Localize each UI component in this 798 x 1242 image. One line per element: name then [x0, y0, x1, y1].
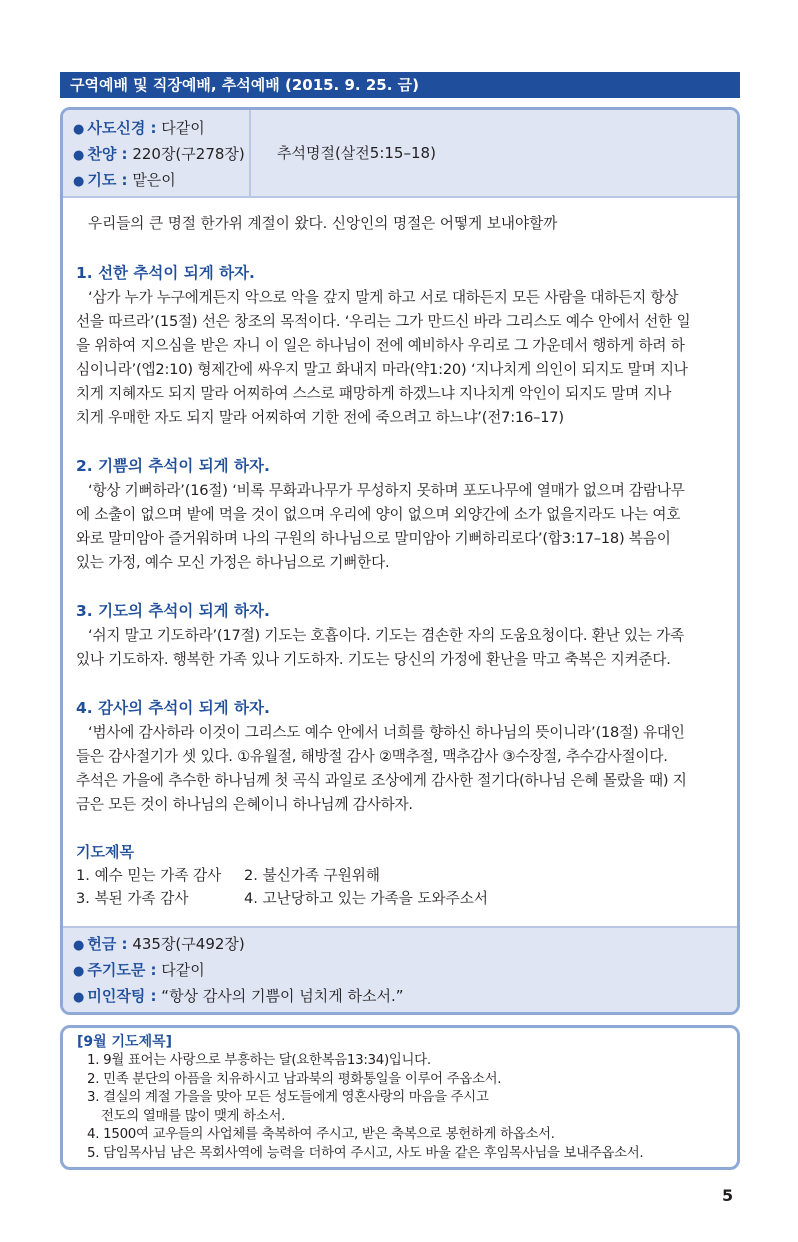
list-item: 2. 민족 분단의 아픔을 치유하시고 남과북의 평화통일을 이루어 주옵소서.: [87, 1071, 502, 1087]
list-item: 3. 결실의 계절 가을을 맞아 모든 성도들에게 영혼사랑의 마음을 주시고: [87, 1090, 489, 1105]
order-item-creed: ● 사도신경 : 다같이: [73, 119, 205, 137]
order-top-panel: [63, 110, 737, 198]
sermon-body: [63, 198, 737, 910]
section-paragraph-4: ‘범사에 감사하라 이것이 그리스도 예수 안에서 너희를 향하신 하나님의 뜻이니라’(18절) 유대인 들은 감사절기가 셋 있다. ①유월절, 해방절 감사 ②맥추절, 맥추감사 ③수장절, 추수감사절이다. 추석은 가을에 추수한 하나님께 첫 곡식 과일로 조상에게 감사한 절기다(하나님 은혜 몰랐을 때) 지 금은 모든 것이 하나님의 은혜이니 하나님께 감사하자.: [76, 724, 687, 813]
page-number: 5: [722, 1186, 734, 1205]
worship-order-box: [60, 107, 740, 1015]
bullet-icon: ●: [73, 964, 85, 979]
september-prayer-box: [60, 1025, 740, 1170]
order-item-prayer: ● 기도 : 맡은이: [73, 171, 176, 189]
bullet-icon: ●: [73, 174, 85, 189]
section-heading-1: 1. 선한 추석이 되게 하자.: [76, 264, 255, 282]
bullet-icon: ●: [73, 148, 85, 163]
order-item-lords-prayer: ● 주기도문 : 다같이: [73, 961, 205, 979]
list-item-continuation: 전도의 열매를 많이 맺게 하소서.: [101, 1108, 286, 1124]
order-item-blessing: ● 미인작팅 : “항상 감사의 기쁨이 넘치게 하소서.”: [73, 987, 404, 1005]
prayer-row: 1. 예수 믿는 가족 감사 2. 불신가족 구원위해: [76, 867, 380, 884]
prayer-list-title: 기도제목: [76, 843, 134, 861]
september-prayer-title: [9월 기도제목]: [77, 1034, 173, 1050]
list-item: 5. 담임목사님 남은 목회사역에 능력을 더하여 주시고, 사도 바울 같은 후임목사님을 보내주옵소서.: [87, 1145, 644, 1161]
order-item-offering: ● 헌금 : 435장(구492장): [73, 935, 245, 953]
section-heading-4: 4. 감사의 추석이 되게 하자.: [76, 699, 270, 717]
section-heading-3: 3. 기도의 추석이 되게 하자.: [76, 602, 270, 620]
section-paragraph-2: ‘항상 기뻐하라’(16절) ‘비록 무화과나무가 무성하지 못하며 포도나무에 열매가 없으며 감람나무 에 소출이 없으며 밭에 먹을 것이 없으며 우리에 양이 없으며 외양간에 소가 없을지라도 나는 여호 와로 말미암아 즐거워하며 나의 구원의 하나님으로 말미암아 기뻐하리로다’(합3:17–18) 복음이 있는 가정, 예수 모신 가정은 하나님으로 기뻐한다.: [76, 482, 685, 571]
bullet-icon: ●: [73, 938, 85, 953]
bullet-icon: ●: [73, 990, 85, 1005]
list-item: 1. 9월 표어는 사랑으로 부흥하는 달(요한복음13:34)입니다.: [87, 1053, 431, 1068]
prayer-row: 3. 복된 가족 감사 4. 고난당하고 있는 가족을 도와주소서: [76, 890, 488, 907]
order-list: [63, 110, 251, 196]
sermon-intro: 우리들의 큰 명절 한가위 계절이 왔다. 신앙인의 명절은 어떻게 보내야할까: [88, 215, 558, 232]
bullet-icon: ●: [73, 122, 85, 137]
scripture-reference: 추석명절(살전5:15–18): [277, 144, 436, 162]
section-paragraph-3: ‘쉬지 말고 기도하라’(17절) 기도는 호흡이다. 기도는 겸손한 자의 도움요청이다. 환난 있는 가족 있나 기도하자. 행복한 가족 있나 기도하자. 기도는 당신의 가정에 환난을 막고 축복은 지켜준다.: [76, 627, 685, 668]
order-item-hymn: ● 찬양 : 220장(구278장): [73, 145, 245, 163]
list-item: 4. 1500여 교우들의 사업체를 축복하여 주시고, 받은 축복으로 봉헌하게 하옵소서.: [87, 1127, 555, 1142]
order-bottom-panel: [63, 926, 737, 1012]
section-heading-2: 2. 기쁨의 추석이 되게 하자.: [76, 457, 270, 475]
section-paragraph-1: ‘삼가 누가 누구에게든지 악으로 악을 갚지 말게 하고 서로 대하든지 모든 사람을 대하든지 항상 선을 따르라’(15절) 선은 창조의 목적이다. ‘우리는 그가 만드신 바라 그리스도 예수 안에서 선한 일 을 위하여 지으심을 받은 자니 이 일은 하나님이 전에 예비하사 우리로 그 가운데서 행하게 하려 하 심이니라’(엡2:10) 형제간에 싸우지 말고 화내지 마라(약1:20) ‘지나치게 의인이 되지도 말며 지나 치게 지혜자도 되지 말라 어찌하여 스스로 패망하게 하겠느냐 지나치게 악인이 되지도 말며 지나 치게 우매한 자도 되지 말라 어찌하여 기한 전에 죽으려고 하느냐’(전7:16–17): [76, 289, 691, 426]
page-title: 구역예배 및 직장예배, 추석예배 (2015. 9. 25. 금): [60, 72, 740, 98]
